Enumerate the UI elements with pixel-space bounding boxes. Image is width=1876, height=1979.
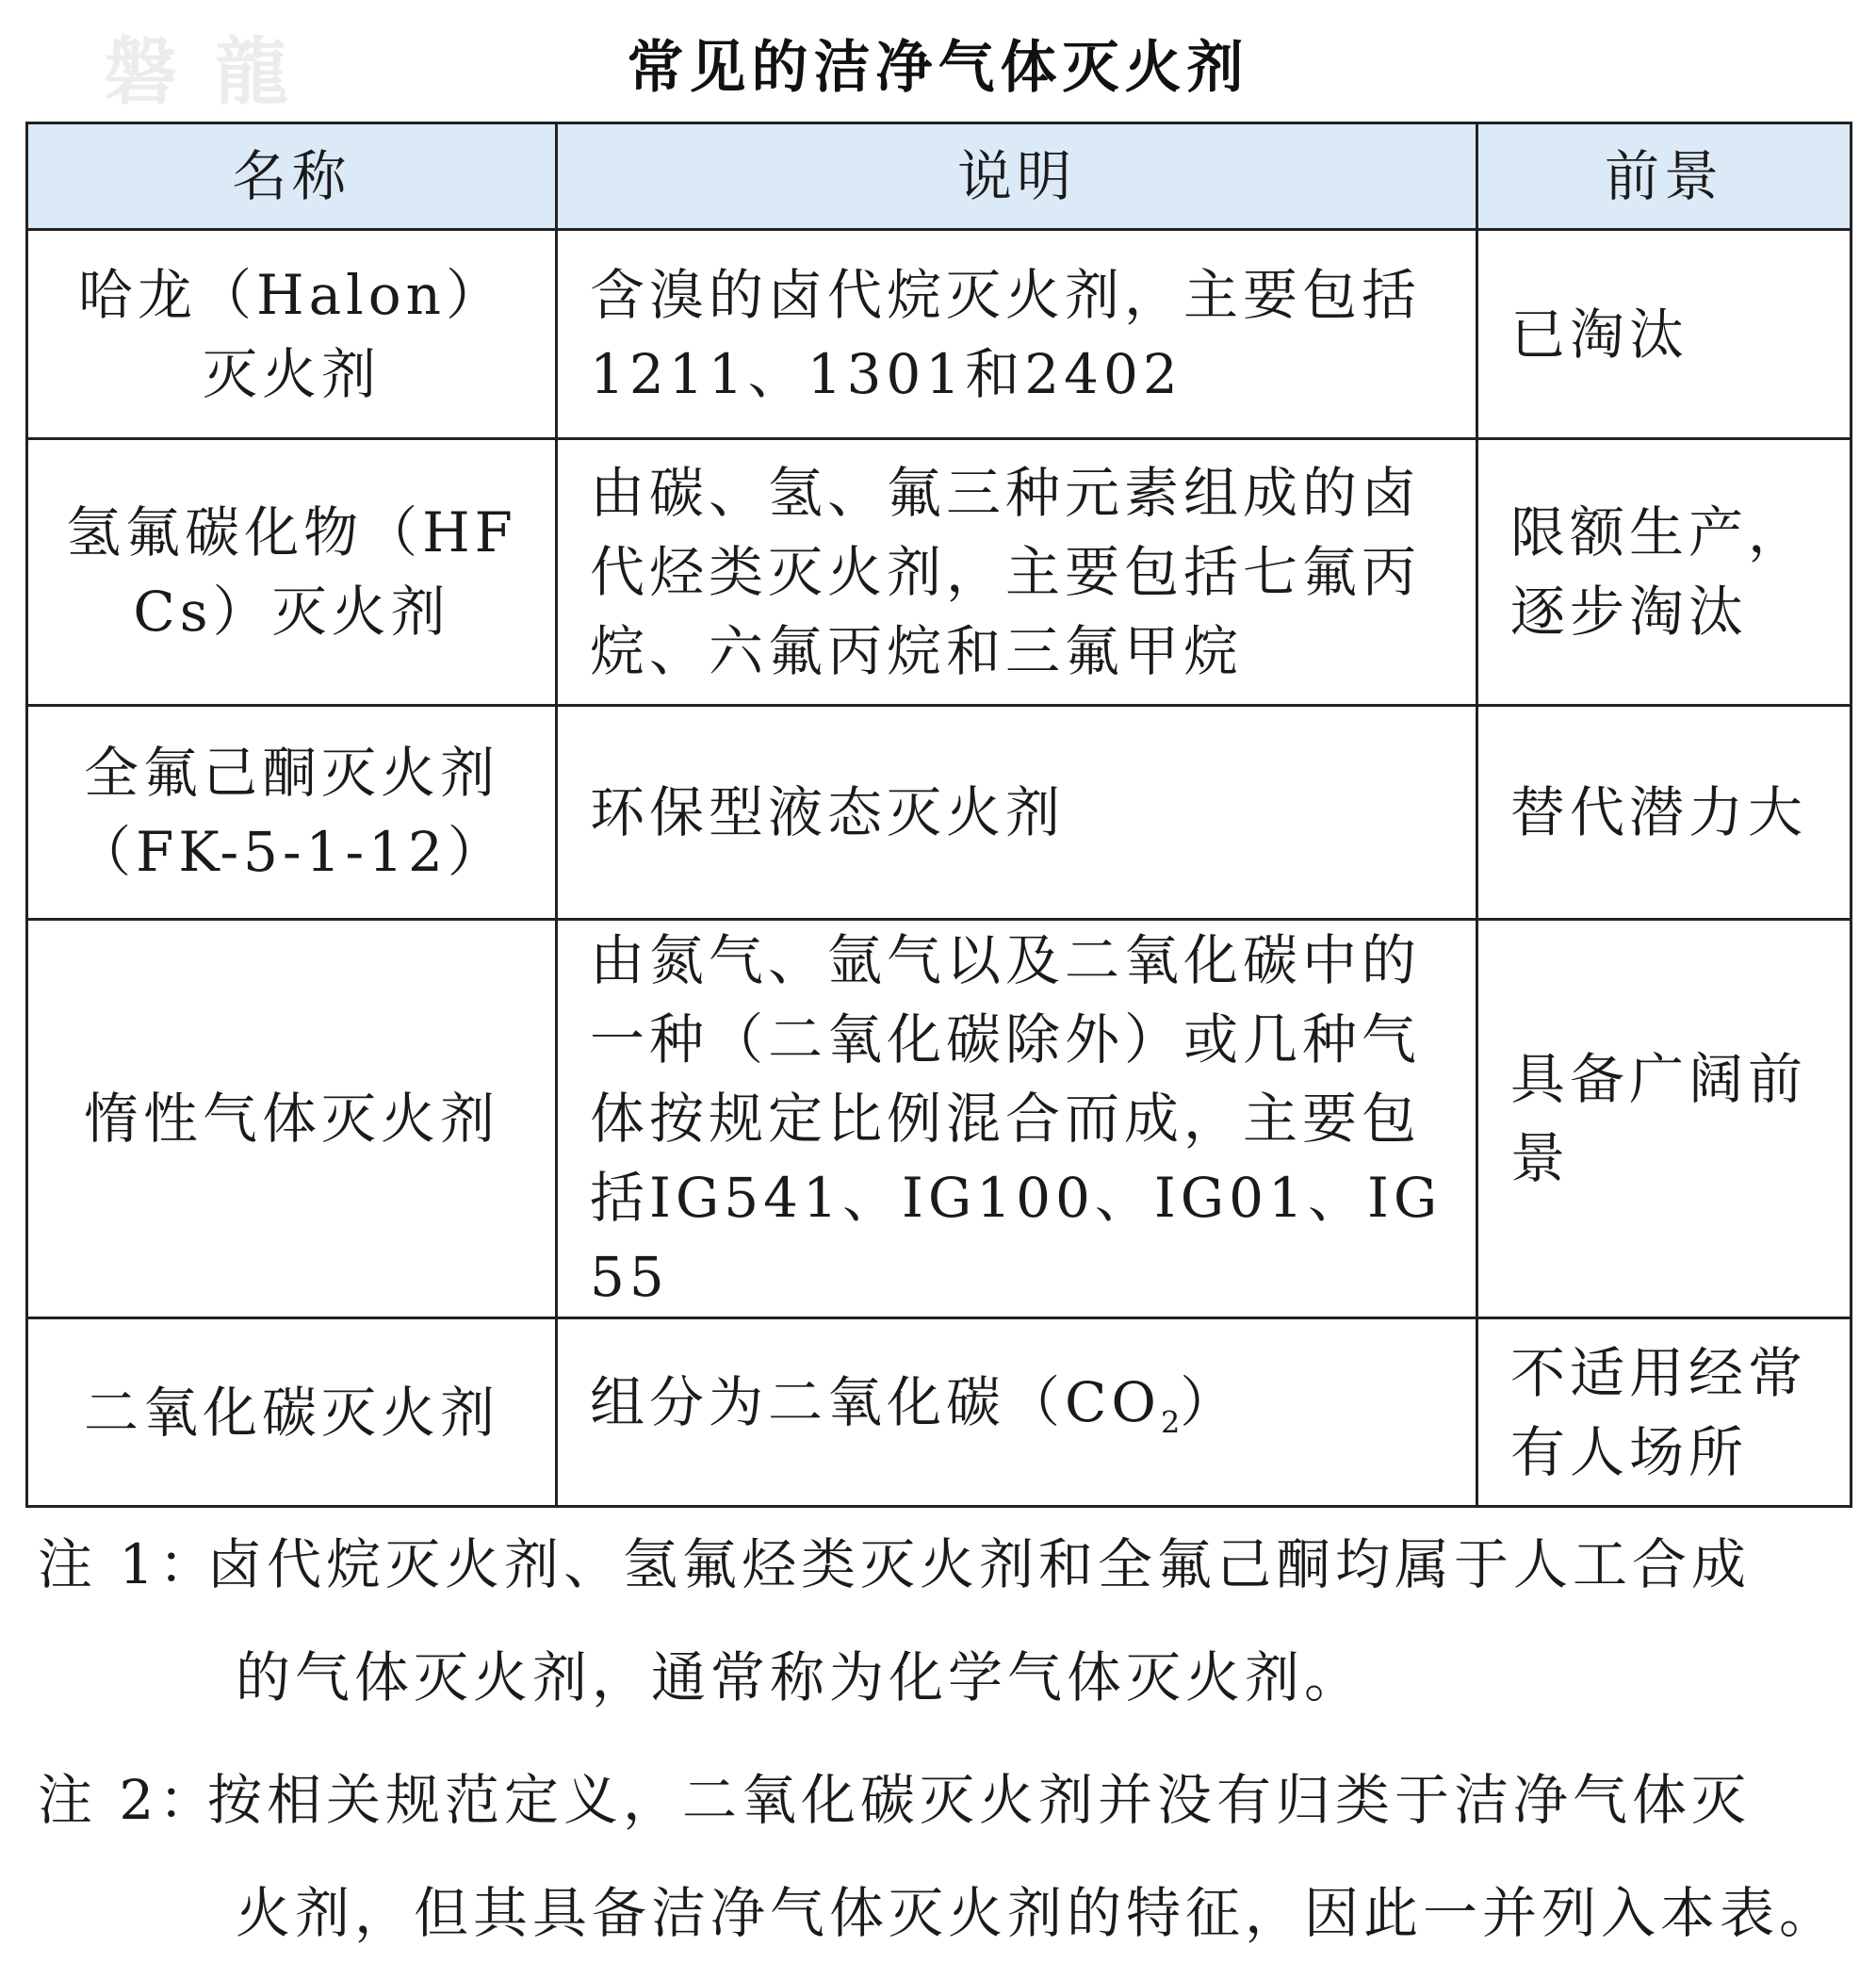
note-label: 注 1： [38,1532,219,1596]
cell-description: 含溴的卤代烷灭火剂，主要包括1211、1301和2402 [557,230,1477,439]
cell-description: 由碳、氢、氟三种元素组成的卤代烃类灭火剂，主要包括七氟丙烷、六氟丙烷和三氟甲烷 [557,439,1477,706]
header-name: 名称 [27,123,557,230]
cell-outlook: 替代潜力大 [1477,706,1852,920]
header-description: 说明 [557,123,1477,230]
cell-description: 由氮气、氩气以及二氧化碳中的一种（二氧化碳除外）或几种气体按规定比例混合而成，主要包括IG541、IG100、IG01、IG55 [557,920,1477,1318]
note-line: 卤代烷灭火剂、氢氟烃类灭火剂和全氟己酮均属于人工合成 [207,1532,1752,1596]
cell-outlook: 已淘汰 [1477,230,1852,439]
table-title: 常见的洁净气体灭火剂 [627,35,1249,101]
clean-agent-table [25,122,1852,1508]
cell-name: 哈龙（Halon）灭火剂 [27,230,557,439]
cell-outlook: 具备广阔前景 [1477,920,1852,1318]
table-row [27,230,1852,439]
note-text [207,1743,1856,1970]
table-row [27,920,1852,1318]
cell-outlook: 不适用经常有人场所 [1477,1318,1852,1507]
note-text [207,1508,1856,1734]
cell-outlook: 限额生产，逐步淘汰 [1477,439,1852,706]
header-outlook: 前景 [1477,123,1852,230]
watermark-logo: 磐龍 [104,30,327,115]
note-2 [38,1743,1856,1970]
note-1 [38,1508,1856,1734]
cell-name: 全氟己酮灭火剂（FK-5-1-12） [27,706,557,920]
table-row [27,1318,1852,1507]
co2-description-text: 组分为二氧化碳（CO [590,1369,1161,1434]
cell-name: 氢氟碳化物（HFCs）灭火剂 [27,439,557,706]
table-row [27,439,1852,706]
note-line: 按相关规范定义，二氧化碳灭火剂并没有归类于洁净气体灭 [207,1768,1752,1832]
note-line: 的气体灭火剂，通常称为化学气体灭火剂。 [236,1645,1364,1709]
cell-description: 环保型液态灭火剂 [557,706,1477,920]
co2-description-close: ） [1180,1369,1240,1434]
table-header-row [27,123,1852,230]
cell-name: 二氧化碳灭火剂 [27,1318,557,1507]
table-row [27,706,1852,920]
note-label: 注 2： [38,1768,219,1832]
co2-subscript: 2 [1160,1404,1181,1441]
notes-section [38,1508,1856,1979]
note-line: 火剂，但其具备洁净气体灭火剂的特征，因此一并列入本表。 [236,1881,1839,1945]
cell-name: 惰性气体灭火剂 [27,920,557,1318]
cell-description [557,1318,1477,1507]
